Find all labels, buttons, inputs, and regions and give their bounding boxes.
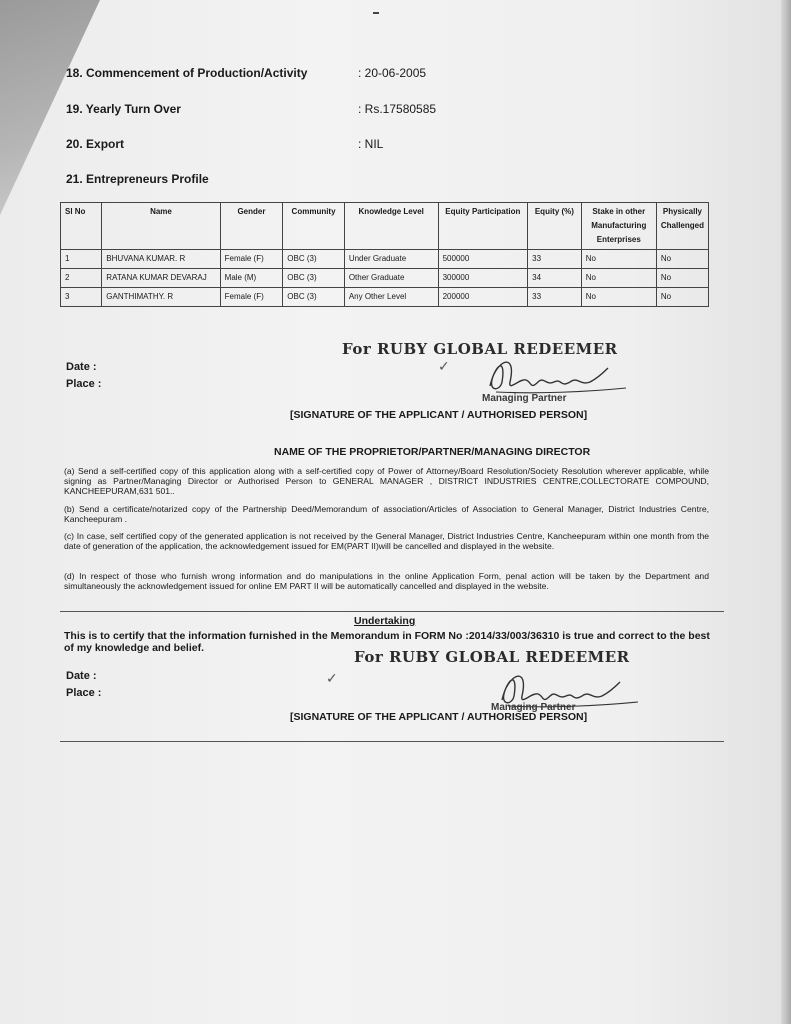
instruction-note-d: (d) In respect of those who furnish wrong information and do manipulations in the online Application Form, penal action will be taken by the Department and simultaneously the acknowledgement issued for online EM PART II will be automatically cancelled and displayed in the website. bbox=[64, 571, 709, 591]
table-cell: No bbox=[656, 250, 708, 269]
instruction-note-a: (a) Send a self-certified copy of this application along with a self-certified copy of Power of Attorney/Board Resolution/Society Resolution wherever applicable, while signing as Partner/Managing Director or Authorised Person to GENERAL MANAGER , DISTRICT INDUSTRIES CENTRE,COLLECTORATE COMPOUND, KANCHEEPURAM,631 501.. bbox=[64, 466, 709, 496]
field-commencement-label: 18. Commencement of Production/Activity bbox=[66, 66, 308, 80]
field-export-label: 20. Export bbox=[66, 137, 125, 151]
instruction-note-c: (c) In case, self certified copy of the generated application is not received by the General Manager, District Industries Centre, Kancheepuram within one month from the date of generation of the application, the acknowledgement issued for EM(PART II)will be cancelled and displayed in the website. bbox=[64, 531, 709, 551]
date-label: Date : bbox=[66, 361, 97, 373]
field-turnover-value: : Rs.17580585 bbox=[358, 102, 437, 116]
undertaking-text: This is to certify that the information furnished in the Memorandum in FORM No :2014/33/003/36310 is true and correct to the best of my knowledge and belief. bbox=[64, 630, 710, 654]
table-cell: No bbox=[581, 288, 656, 307]
table-cell: OBC (3) bbox=[283, 288, 345, 307]
table-cell: 33 bbox=[528, 288, 582, 307]
table-cell: BHUVANA KUMAR. R bbox=[102, 250, 220, 269]
table-cell: Other Graduate bbox=[344, 269, 438, 288]
column-header: Equity (%) bbox=[528, 203, 582, 250]
proprietor-name-heading: NAME OF THE PROPRIETOR/PARTNER/MANAGING DIRECTOR bbox=[274, 446, 591, 458]
company-stamp: For RUBY GLOBAL REDEEMER bbox=[354, 648, 630, 666]
table-cell: 34 bbox=[528, 269, 582, 288]
table-cell: OBC (3) bbox=[283, 269, 345, 288]
table-header-row bbox=[61, 203, 709, 250]
table-row bbox=[61, 269, 709, 288]
table-cell: OBC (3) bbox=[283, 250, 345, 269]
check-mark-icon: ✓ bbox=[326, 670, 338, 686]
table-cell: Female (F) bbox=[220, 250, 283, 269]
table-cell: RATANA KUMAR DEVARAJ bbox=[102, 269, 220, 288]
table-cell: Any Other Level bbox=[344, 288, 438, 307]
place-label: Place : bbox=[66, 378, 102, 390]
column-header: Community bbox=[283, 203, 345, 250]
table-cell: GANTHIMATHY. R bbox=[102, 288, 220, 307]
column-header: Physically Challenged bbox=[656, 203, 708, 250]
column-header: Stake in other Manufacturing Enterprises bbox=[581, 203, 656, 250]
table-cell: 3 bbox=[61, 288, 102, 307]
column-header: Name bbox=[102, 203, 220, 250]
signature-caption: [SIGNATURE OF THE APPLICANT / AUTHORISED PERSON] bbox=[290, 409, 588, 421]
table-cell: No bbox=[656, 269, 708, 288]
field-commencement-value: : 20-06-2005 bbox=[358, 66, 427, 80]
table-cell: 200000 bbox=[438, 288, 528, 307]
table-row bbox=[61, 250, 709, 269]
table-cell: 300000 bbox=[438, 269, 528, 288]
column-header: Gender bbox=[220, 203, 283, 250]
stamp-role: Managing Partner bbox=[482, 393, 567, 404]
table-row bbox=[61, 288, 709, 307]
divider bbox=[60, 611, 724, 612]
table-cell: 2 bbox=[61, 269, 102, 288]
entrepreneurs-profile-table bbox=[60, 202, 709, 307]
divider bbox=[60, 741, 724, 742]
table-cell: Under Graduate bbox=[344, 250, 438, 269]
date-label: Date : bbox=[66, 670, 97, 682]
table-cell: 500000 bbox=[438, 250, 528, 269]
table-cell: No bbox=[581, 250, 656, 269]
field-export-value: : NIL bbox=[358, 137, 384, 151]
table-cell: Female (F) bbox=[220, 288, 283, 307]
table-cell: No bbox=[581, 269, 656, 288]
company-stamp: For RUBY GLOBAL REDEEMER bbox=[342, 340, 618, 358]
undertaking-title: Undertaking bbox=[354, 615, 416, 627]
check-mark-icon: ✓ bbox=[438, 358, 450, 374]
scan-mark bbox=[373, 12, 379, 14]
field-entrepreneurs-profile-label: 21. Entrepreneurs Profile bbox=[66, 172, 209, 186]
table-cell: 33 bbox=[528, 250, 582, 269]
signature-caption: [SIGNATURE OF THE APPLICANT / AUTHORISED PERSON] bbox=[290, 711, 588, 723]
stamp-role: Managing Partner bbox=[491, 702, 576, 713]
column-header: Equity Participation bbox=[438, 203, 528, 250]
instruction-note-b: (b) Send a certificate/notarized copy of the Partnership Deed/Memorandum of association/Articles of Association to General Manager, District Industries Centre, Kancheepuram . bbox=[64, 504, 709, 524]
column-header: Knowledge Level bbox=[344, 203, 438, 250]
table-cell: Male (M) bbox=[220, 269, 283, 288]
page-edge-shadow bbox=[781, 0, 791, 1024]
place-label: Place : bbox=[66, 687, 102, 699]
column-header: Sl No bbox=[61, 203, 102, 250]
table-cell: No bbox=[656, 288, 708, 307]
field-turnover-label: 19. Yearly Turn Over bbox=[66, 102, 181, 116]
table-cell: 1 bbox=[61, 250, 102, 269]
